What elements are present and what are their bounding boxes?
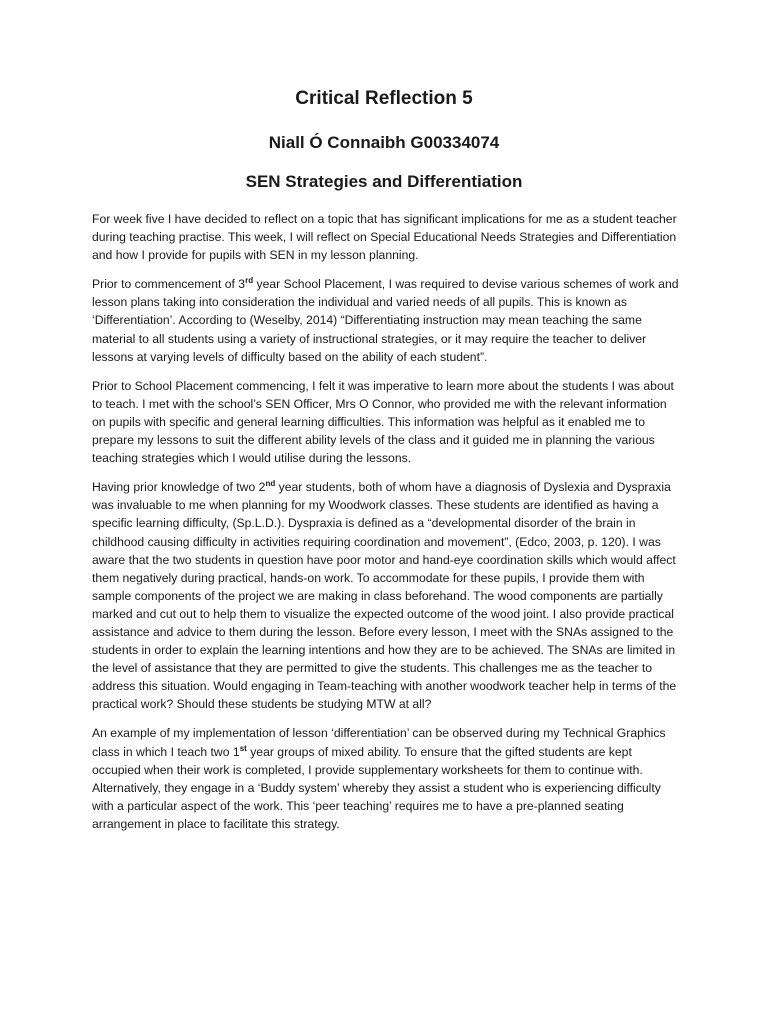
paragraph-5 [92,724,680,833]
paragraph-text: year groups of mixed ability. To ensure that the gifted students are kept occupied when their work is completed, I provide supplementary worksheets for them to continue with. Alternatively, they engage in a ‘Buddy system’ whereby they assist a student who is experiencing difficulty with a particular aspect of the work. This ‘peer teaching’ requires me to have a pre-planned seating arrangement in place to facilitate this strategy. [92,744,661,831]
ordinal-suffix: st [239,743,247,753]
paragraph-text: For week five I have decided to reflect on a topic that has significant implications for me as a student teacher during teaching practise. This week, I will reflect on Special Educational Needs Strategies and Differentiation and how I provide for pupils with SEN in my lesson planning. [92,212,677,263]
paragraph-text: Having prior knowledge of two 2 [92,480,266,495]
document-title: Critical Reflection 5 [295,88,473,109]
document-subtitle: SEN Strategies and Differentiation [245,172,523,191]
document-author: Niall Ó Connaibh G00334074 [268,133,500,152]
paragraph-1 [92,210,680,264]
paragraph-text: year students, both of whom have a diagnosis of Dyslexia and Dyspraxia was invaluable to me when planning for my Woodwork classes. These students are identified as having a specific learning difficulty, (Sp.L.D.). Dyspraxia is defined as a “developmental disorder of the brain in childhood causing difficulty in activities requiring coordination and movement”, (Edco, 2003, p. 120). I was aware that the two students in question have poor motor and hand-eye coordination skills which would affect them negatively during practical, hands-on work. To accommodate for these pupils, I provide them with sample components of the project we are making in class beforehand. The wood components are partially marked and cut out to help them to visualize the expected outcome of the wood joint. I also provide practical assistance and advice to them during the lesson. Before every lesson, I meet with the SNAs assigned to the students in order to explain the learning intentions and how they are to be achieved. The SNAs are limited in the level of assistance that they are permitted to give the students. This challenges me as the teacher to address this situation. Would engaging in Team-teaching with another woodwork teacher help in terms of the practical work? Should these students be studying MTW at all? [92,480,677,712]
paragraph-text: Prior to commencement of 3 [92,277,246,292]
paragraph-2 [92,275,680,365]
ordinal-suffix: nd [265,479,276,489]
paragraph-4 [92,478,680,713]
ordinal-suffix: rd [245,276,254,286]
paragraph-text: Prior to School Placement commencing, I felt it was imperative to learn more about the students I was about to teach. I met with the school’s SEN Officer, Mrs O Connor, who provided me with the relevant information on pupils with specific and general learning difficulties. This information was helpful as it enabled me to prepare my lessons to suit the different ability levels of the class and it guided me in planning the various teaching strategies which I would utilise during the lessons. [92,378,674,466]
document-body [92,210,680,844]
paragraph-text: An example of my implementation of lesson ‘differentiation’ can be observed during my Technical Graphics class in which I teach two 1 [92,726,666,759]
paragraph-text: year School Placement, I was required to devise various schemes of work and lesson plans taking into consideration the individual and varied needs of all pupils. This is known as ‘Differentiation’. According to (Weselby, 2014) “Differentiating instruction may mean teaching the same material to all students using a variety of instructional strategies, or it may require the teacher to deliver lessons at varying levels of difficulty based on the ability of each student”. [92,277,679,364]
paragraph-3 [92,377,680,467]
